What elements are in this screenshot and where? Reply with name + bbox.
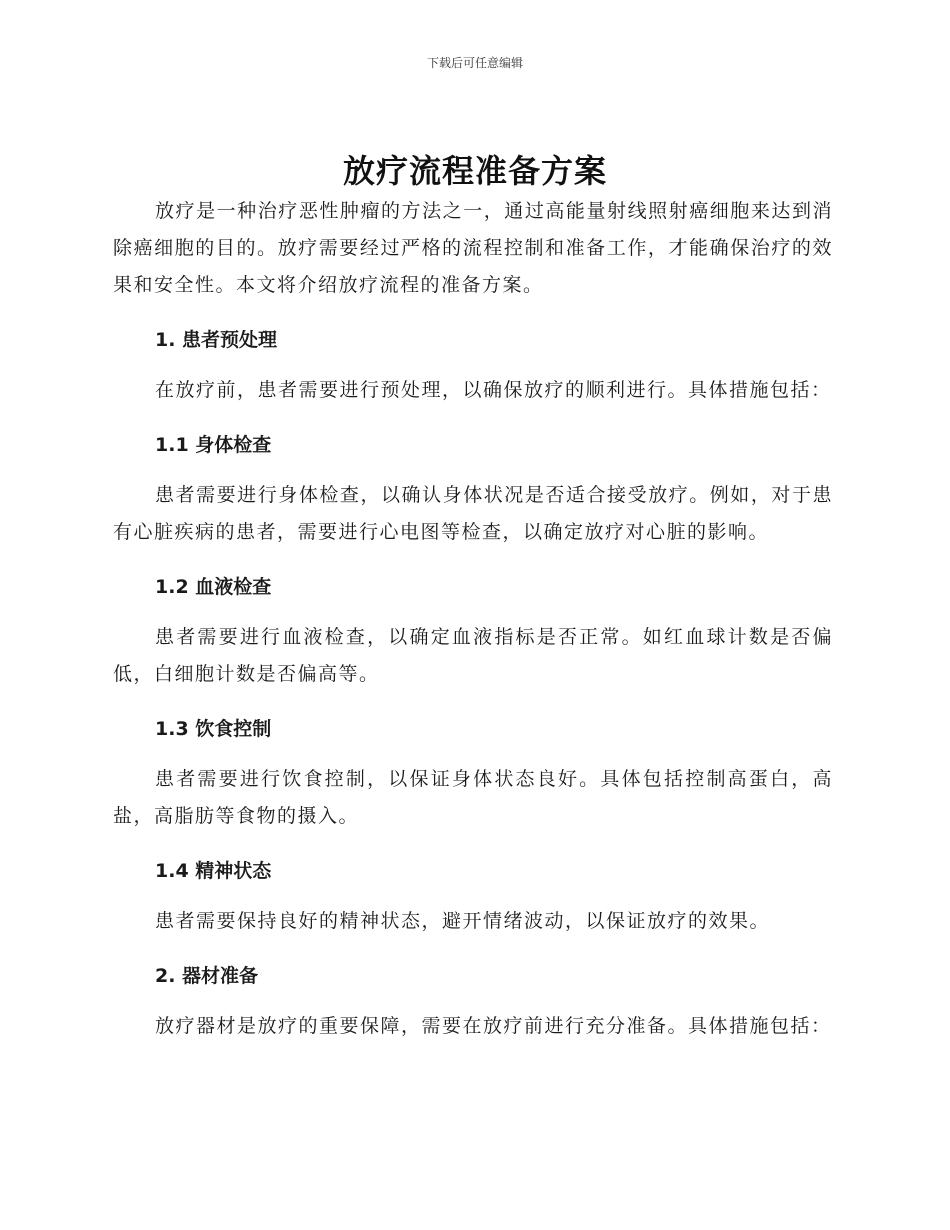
subsection-heading-1-3: 1.3 饮食控制 — [155, 718, 272, 740]
section-heading-2: 2. 器材准备 — [155, 965, 259, 987]
intro-paragraph: 放疗是一种治疗恶性肿瘤的方法之一，通过高能量射线照射癌细胞来达到消除癌细胞的目的。放疗需要经过严格的流程控制和准备工作，才能确保治疗的效果和安全性。本文将介绍放疗流程的准备方案。 — [113, 200, 833, 296]
page-title: 放疗流程准备方案 — [342, 152, 607, 190]
subsection-1-4-paragraph: 患者需要保持良好的精神状态，避开情绪波动，以保证放疗的效果。 — [155, 910, 771, 932]
document-body — [113, 193, 833, 1045]
section-2-paragraph: 放疗器材是放疗的重要保障，需要在放疗前进行充分准备。具体措施包括： — [155, 1015, 832, 1037]
subsection-1-2-paragraph: 患者需要进行血液检查，以确定血液指标是否正常。如红血球计数是否偏低，白细胞计数是否偏高等。 — [113, 626, 833, 685]
section-1-paragraph: 在放疗前，患者需要进行预处理，以确保放疗的顺利进行。具体措施包括： — [155, 379, 832, 401]
subsection-1-3-paragraph: 患者需要进行饮食控制，以保证身体状态良好。具体包括控制高蛋白，高盐，高脂肪等食物的摄入。 — [113, 768, 833, 827]
header-note: 下载后可任意编辑 — [426, 56, 523, 70]
subsection-heading-1-1: 1.1 身体检查 — [155, 434, 272, 456]
subsection-heading-1-4: 1.4 精神状态 — [155, 860, 272, 882]
section-heading-1: 1. 患者预处理 — [155, 329, 278, 351]
subsection-heading-1-2: 1.2 血液检查 — [155, 576, 272, 598]
subsection-1-1-paragraph: 患者需要进行身体检查，以确认身体状况是否适合接受放疗。例如，对于患有心脏疾病的患者，需要进行心电图等检查，以确定放疗对心脏的影响。 — [113, 484, 833, 543]
